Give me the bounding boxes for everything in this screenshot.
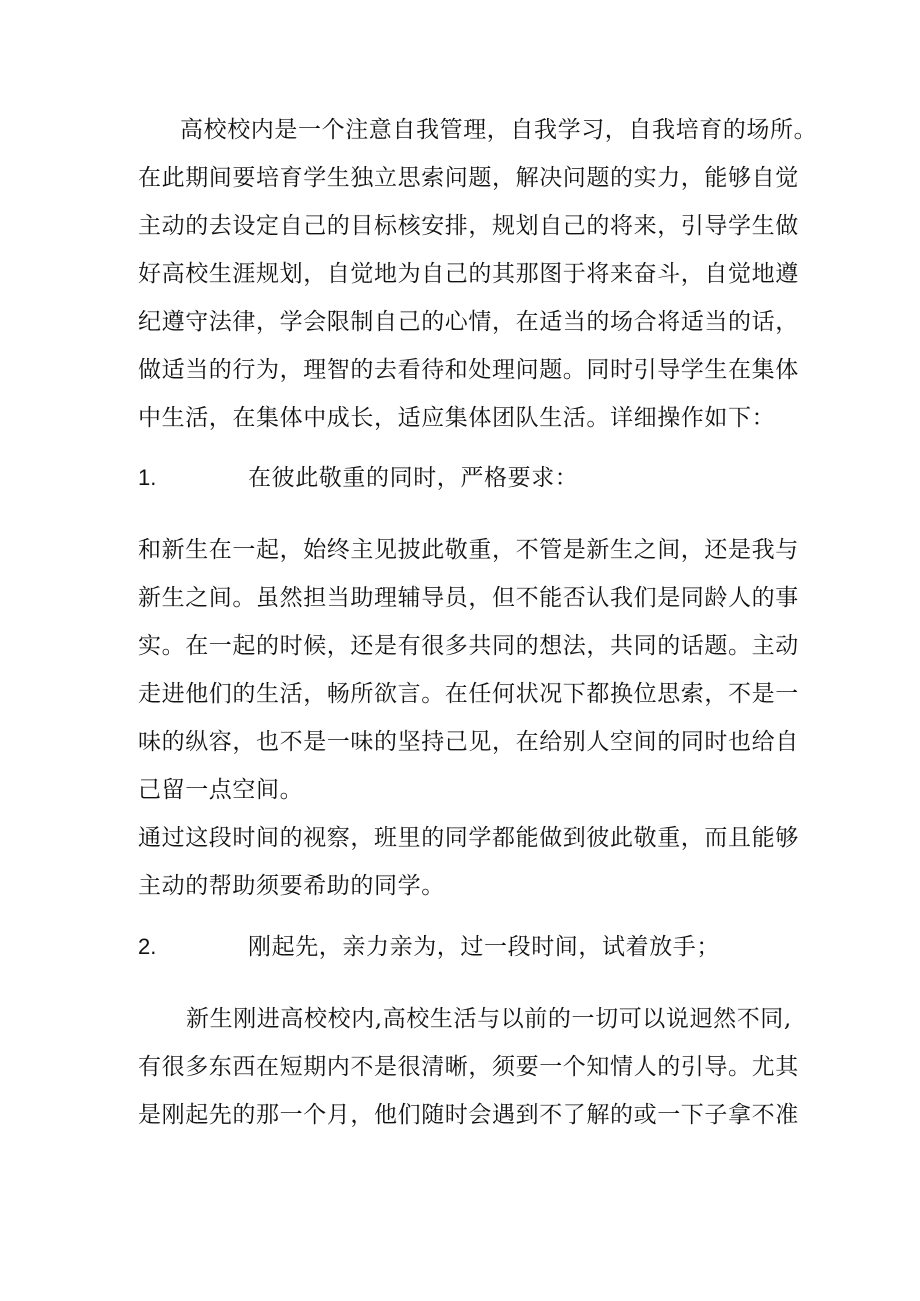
paragraph1-line-2: 在此期间要培育学生独立思索问题，解决问题的实力，能够自觉 [138,165,799,191]
paragraph3-line-2: 主动的帮助须要希助的同学。 [138,873,445,899]
paragraph2-line-5: 味的纵容，也不是一味的坚持己见，在给别人空间的同时也给自 [138,729,799,755]
paragraph1-line-6: 做适当的行为，理智的去看待和处理问题。同时引导学生在集体 [138,357,799,383]
paragraph2-line-1: 和新生在一起，始终主见披此敬重，不管是新生之间，还是我与 [138,537,799,563]
paragraph4-line-1: 新生刚进高校校内,高校生活与以前的一切可以说迥然不同, [186,1006,792,1032]
paragraph1-line-4: 好高校生涯规划，自觉地为自己的其那图于将来奋斗，自觉地遵 [138,261,799,287]
paragraph2-line-3: 实。在一起的时候，还是有很多共同的想法，共同的话题。主动 [138,633,799,659]
paragraph1-line-3: 主动的去设定自己的目标核安排，规划自己的将来，引导学生做 [138,213,799,239]
item2-heading: 刚起先，亲力亲为，过一段时间，试着放手； [248,934,720,960]
paragraph1-line-1: 高校校内是一个注意自我管理，自我学习，自我培育的场所。 [180,117,818,143]
paragraph1-line-5: 纪遵守法律，学会限制自己的心情，在适当的场合将适当的话， [138,309,799,335]
paragraph2-line-2: 新生之间。虽然担当助理辅导员，但不能否认我们是同龄人的事 [138,585,799,611]
paragraph4-line-2: 有很多东西在短期内不是很清晰，须要一个知情人的引导。尤其 [138,1054,799,1080]
paragraph2-line-4: 走进他们的生活，畅所欲言。在任何状况下都换位思索，不是一 [138,681,799,707]
paragraph4-line-3: 是刚起先的那一个月，他们随时会遇到不了解的或一下子拿不准 [138,1102,799,1128]
item2-number: 2. [138,934,157,959]
paragraph1-line-7: 中生活，在集体中成长，适应集体团队生活。详细操作如下： [138,405,776,431]
paragraph3-line-1: 通过这段时间的视察，班里的同学都能做到彼此敬重，而且能够 [138,825,799,851]
item1-number: 1. [138,465,157,490]
paragraph2-line-6: 己留一点空间。 [138,777,304,803]
item1-heading: 在彼此敬重的同时，严格要求： [248,465,579,491]
